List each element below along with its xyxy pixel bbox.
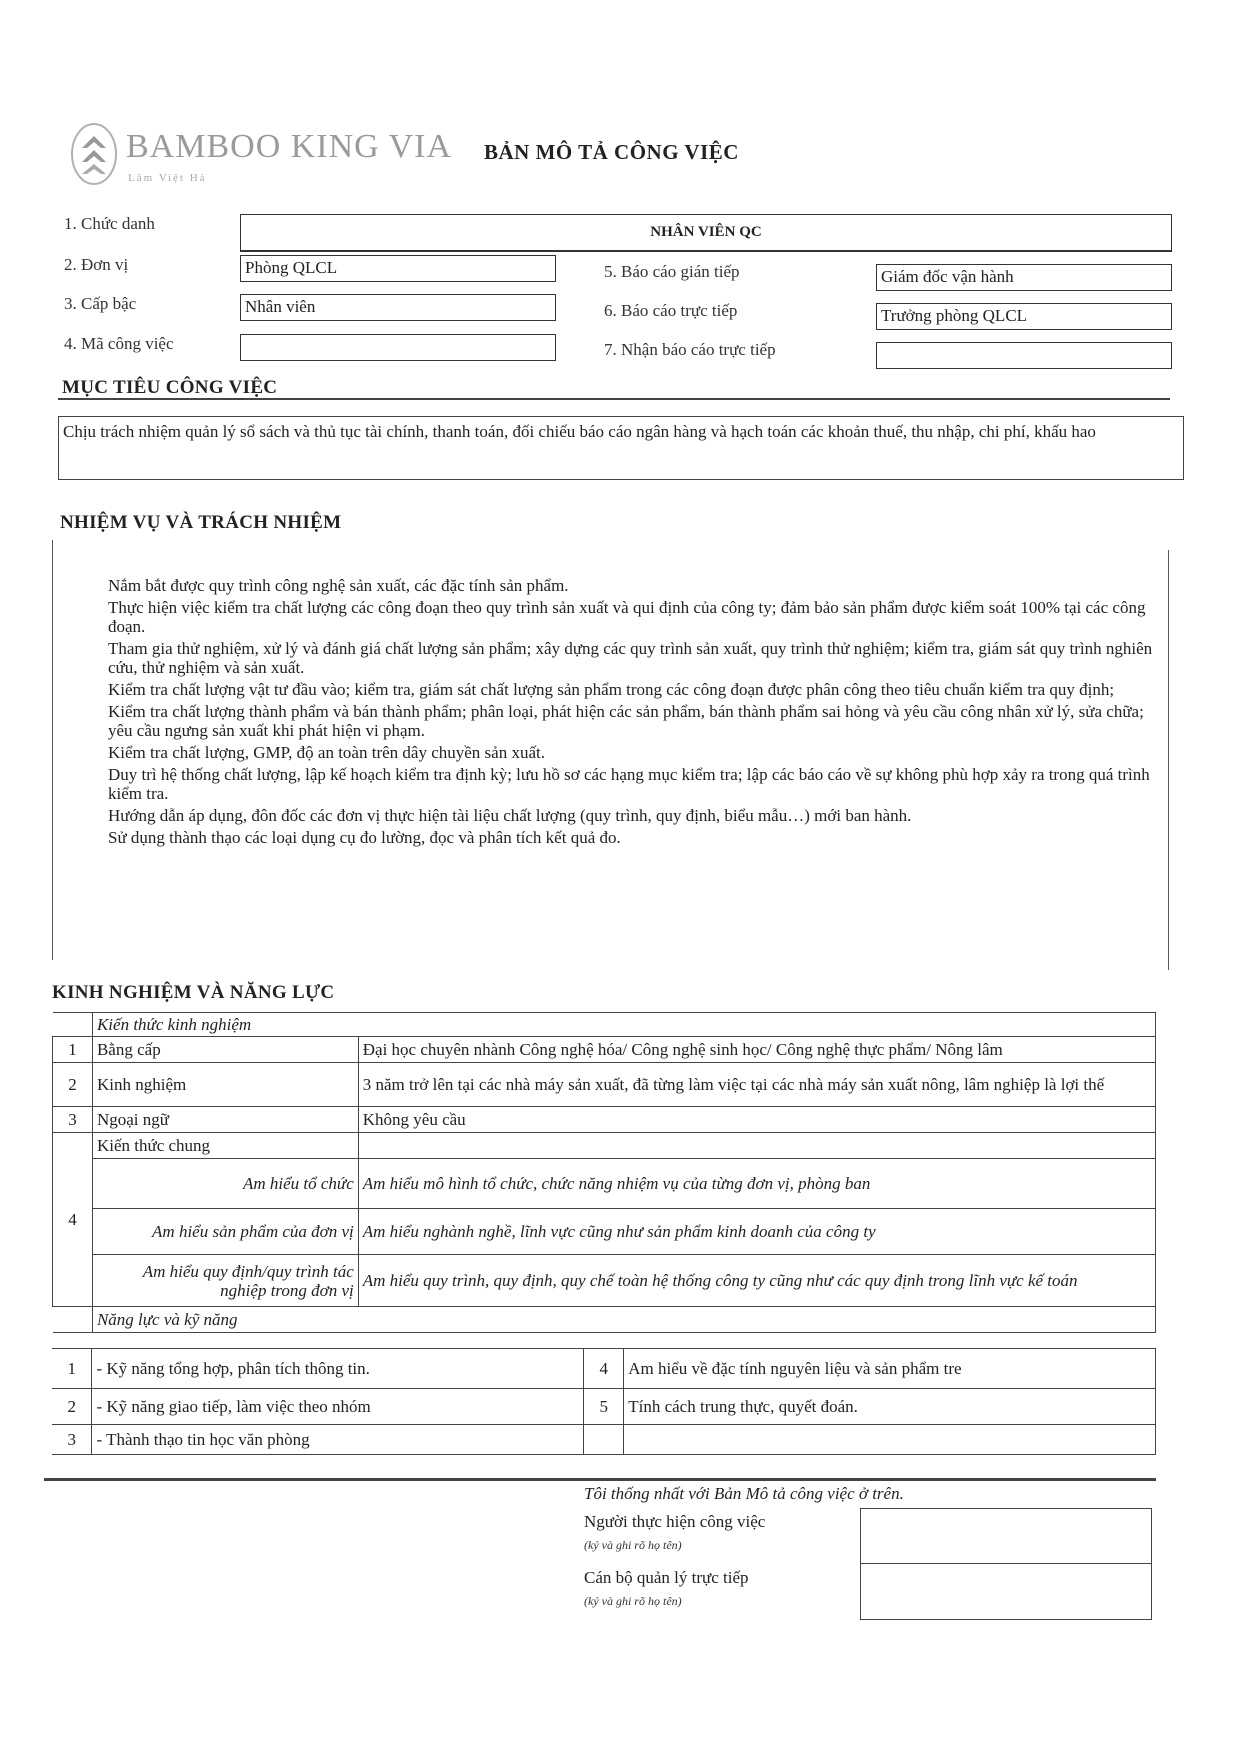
field-job-code-value [240,334,556,361]
field-receive-report-label: 7. Nhận báo cáo trực tiếp [604,340,776,359]
company-logo [68,118,453,198]
field-rank-label: 3. Cấp bậc [64,294,137,313]
duty-item: Tham gia thử nghiệm, xử lý và đánh giá chất lượng sản phẩm; xây dựng các quy trình sản xuất, quy trình thử nghiệm; kiểm tra, giám sát quy trình nghiên cứu, thử nghiệm và sản xuất. [108,639,1153,677]
skill-number [584,1425,624,1455]
row-value: Am hiểu quy trình, quy định, quy chế toàn hệ thống công ty cũng như các quy định trong lĩnh vực kế toán [358,1255,1155,1307]
duties-right-border [1168,550,1169,970]
objective-text: Chịu trách nhiệm quản lý sổ sách và thủ tục tài chính, thanh toán, đối chiếu báo cáo ngân hàng và hạch toán các khoản thuế, thu nhập, chi phí, khấu hao [58,416,1184,480]
duty-item: Kiểm tra chất lượng vật tư đầu vào; kiểm tra, giám sát chất lượng sản phẩm trong các công đoạn được phân công theo tiêu chuẩn kiểm tra quy định; [108,680,1115,699]
table-row [53,1107,1156,1133]
knowledge-heading-row [53,1013,1156,1037]
row-label: Am hiểu sản phẩm của đơn vị [92,1209,358,1255]
skill-text: - Thành thạo tin học văn phòng [92,1425,584,1455]
duty-item: Duy trì hệ thống chất lượng, lập kế hoạch kiểm tra định kỳ; lưu hồ sơ các hạng mục kiểm tra; lập các báo cáo về sự không phù hợp xảy ra trong quá trình kiểm tra. [108,765,1150,803]
performer-note: (ký và ghi rõ họ tên) [584,1538,682,1552]
table-row [52,1349,1156,1389]
field-job-code-label: 4. Mã công việc [64,334,174,353]
table-row [52,1389,1156,1425]
logo-brand-text: BAMBOO KING VIA [126,128,453,165]
table-row [53,1037,1156,1063]
row-value: Am hiểu mô hình tổ chức, chức năng nhiệm vụ của từng đơn vị, phòng ban [358,1159,1155,1209]
duty-item: Nắm bắt được quy trình công nghệ sản xuất, các đặc tính sản phẩm. [108,576,569,595]
field-indirect-report-label: 5. Báo cáo gián tiếp [604,262,740,281]
experience-heading: KINH NGHIỆM VÀ NĂNG LỰC [52,982,335,1003]
field-direct-report-value: Trưởng phòng QLCL [876,303,1172,330]
skill-text [624,1425,1156,1455]
agreement-statement: Tôi thống nhất với Bản Mô tả công việc ở trên. [584,1484,904,1503]
objective-divider [58,398,1170,400]
skill-number: 1 [52,1349,92,1389]
field-receive-report-value [876,342,1172,369]
performer-label: Người thực hiện công việc [584,1512,766,1531]
field-title-label: 1. Chức danh [64,214,155,233]
row-value: Am hiểu nghành nghề, lĩnh vực cũng như sản phẩm kinh doanh của công ty [358,1209,1155,1255]
signature-box-divider [861,1563,1151,1564]
row-label: Am hiểu quy định/quy trình tác nghiệp trong đơn vị [92,1255,358,1307]
duty-item: Sử dụng thành thạo các loại dụng cụ đo lường, đọc và phân tích kết quả đo. [108,828,621,847]
skills-heading-row [53,1307,1156,1333]
duty-item: Kiểm tra chất lượng, GMP, độ an toàn trên dây chuyền sản xuất. [108,743,545,762]
row-label: Ngoại ngữ [92,1107,358,1133]
row-label: Am hiểu tổ chức [92,1159,358,1209]
objective-heading: MỤC TIÊU CÔNG VIỆC [62,377,278,398]
row-number: 3 [53,1107,93,1133]
table-row [53,1255,1156,1307]
duty-item: Kiểm tra chất lượng thành phẩm và bán thành phẩm; phân loại, phát hiện các sản phẩm, bán thành phẩm sai hỏng và yêu cầu công nhân xử lý, sửa chữa; yêu cầu ngưng sản xuất khi phát hiện vi phạm. [108,702,1144,740]
row-label: Kinh nghiệm [92,1063,358,1107]
duties-heading: NHIỆM VỤ VÀ TRÁCH NHIỆM [60,512,342,533]
skill-number: 2 [52,1389,92,1425]
row-value: Không yêu cầu [358,1107,1155,1133]
knowledge-heading: Kiến thức kinh nghiệm [92,1013,1155,1037]
general-knowledge-row [53,1133,1156,1159]
skills-heading: Năng lực và kỹ năng [92,1307,1155,1333]
manager-note: (ký và ghi rõ họ tên) [584,1594,682,1608]
agreement-divider [44,1478,1156,1481]
bamboo-logo-icon [68,118,120,190]
field-unit-label: 2. Đơn vị [64,255,129,274]
field-direct-report-label: 6. Báo cáo trực tiếp [604,301,738,320]
field-indirect-report-value: Giám đốc vận hành [876,264,1172,291]
duty-item: Hướng dẫn áp dụng, đôn đốc các đơn vị thực hiện tài liệu chất lượng (quy trình, quy định, biểu mẫu…) mới ban hành. [108,806,912,825]
field-title-value: NHÂN VIÊN QC [240,214,1172,252]
duties-list [108,576,1158,850]
table-row [52,1425,1156,1455]
row-number: 1 [53,1037,93,1063]
field-rank-value: Nhân viên [240,294,556,321]
duty-item: Thực hiện việc kiểm tra chất lượng các công đoạn theo quy trình sản xuất và qui định của công ty; đảm bảo sản phẩm được kiểm soát 100% tại các công đoạn. [108,598,1146,636]
skill-text: Tính cách trung thực, quyết đoán. [624,1389,1156,1425]
skills-table [52,1348,1156,1455]
experience-table [52,1012,1156,1333]
logo-sub-text: Lâm Việt Hà [128,172,207,184]
row-number: 4 [53,1133,93,1307]
signature-box [860,1508,1152,1620]
document-title: BẢN MÔ TẢ CÔNG VIỆC [484,140,739,164]
skill-text: Am hiểu về đặc tính nguyên liệu và sản phẩm tre [624,1349,1156,1389]
table-row [53,1209,1156,1255]
skill-number: 5 [584,1389,624,1425]
row-number: 2 [53,1063,93,1107]
row-value: 3 năm trở lên tại các nhà máy sản xuất, đã từng làm việc tại các nhà máy sản xuất nông, lâm nghiệp là lợi thế [358,1063,1155,1107]
skill-text: - Kỹ năng giao tiếp, làm việc theo nhóm [92,1389,584,1425]
duties-left-border [52,540,53,960]
skill-number: 4 [584,1349,624,1389]
row-label: Kiến thức chung [92,1133,358,1159]
row-label: Bằng cấp [92,1037,358,1063]
skill-text: - Kỹ năng tổng hợp, phân tích thông tin. [92,1349,584,1389]
field-unit-value: Phòng QLCL [240,255,556,282]
table-row [53,1063,1156,1107]
row-value: Đại học chuyên nhành Công nghệ hóa/ Công nghệ sinh học/ Công nghệ thực phẩm/ Nông lâm [358,1037,1155,1063]
manager-label: Cán bộ quản lý trực tiếp [584,1568,749,1587]
table-row [53,1159,1156,1209]
skill-number: 3 [52,1425,92,1455]
